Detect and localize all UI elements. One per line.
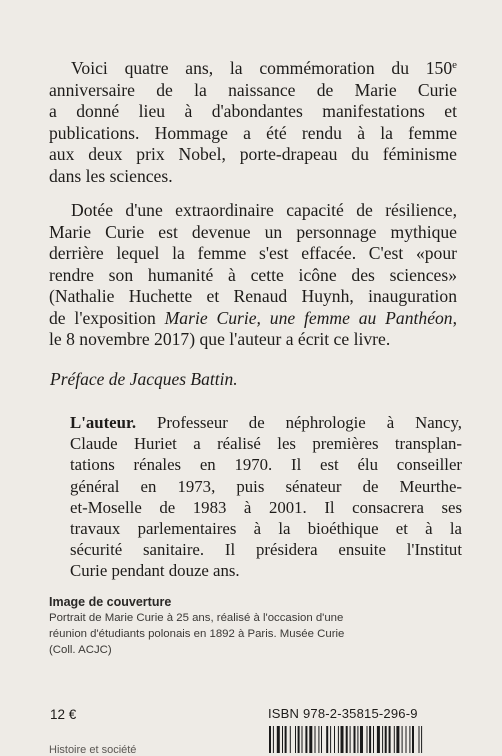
- text-line: Voici quatre ans, la commémoration du 150e: [71, 58, 457, 78]
- author-bio: [70, 412, 462, 582]
- intro-paragraph: [49, 58, 457, 187]
- text-line: a donné lieu à d'abondantes manifestations et: [49, 101, 457, 121]
- text-line: et-Moselle de 1983 à 2001. Il consacrera ses: [70, 497, 462, 517]
- text-line: le 8 novembre 2017) que l'auteur a écrit ce livre.: [49, 329, 391, 349]
- text-line: dans les sciences.: [49, 165, 173, 186]
- text-line: Dotée d'une extraordinaire capacité de résilience,: [71, 200, 457, 220]
- text-line: anniversaire de la naissance de Marie Curie: [49, 79, 457, 100]
- preface-credit: Préface de Jacques Battin.: [50, 369, 238, 389]
- text-line: travaux parlementaires à la bioéthique et à la: [70, 519, 462, 539]
- exhibition-title: Marie Curie, une femme au Panthéon: [164, 307, 453, 328]
- text-line: de l'exposition Marie Curie, une femme au Panthéon,: [49, 307, 458, 328]
- text-line: sécurité sanitaire. Il présidera ensuite l'Institut: [70, 540, 462, 560]
- isbn-label: ISBN 978-2-35815-296-9: [268, 706, 418, 721]
- caption-line: (Coll. ACJC): [49, 643, 112, 656]
- resilience-paragraph: [49, 200, 457, 351]
- text-line: Claude Huriet a réalisé les premières transplan-: [70, 434, 462, 454]
- text-line: (Nathalie Huchette et Renaud Huynh, inauguration: [49, 286, 457, 306]
- text-line: général en 1973, puis sénateur de Meurthe-: [70, 476, 462, 496]
- cover-credit-caption: [49, 611, 459, 658]
- text-line: Curie pendant douze ans.: [70, 561, 240, 581]
- text-line: aux deux prix Nobel, porte-drapeau du féminisme: [49, 144, 457, 164]
- text-line: tations rénales en 1970. Il est élu conseiller: [70, 455, 462, 475]
- cover-credit-title: Image de couverture: [49, 595, 172, 609]
- text-line: L'auteur. Professeur de néphrologie à Nancy,: [70, 413, 462, 432]
- author-label: L'auteur.: [70, 413, 137, 432]
- price-label: 12 €: [50, 707, 77, 722]
- genre-label: Histoire et société: [49, 744, 137, 756]
- text-line: publications. Hommage a été rendu à la femme: [49, 122, 457, 143]
- barcode: [269, 726, 464, 753]
- caption-line: Portrait de Marie Curie à 25 ans, réalisé à l'occasion d'une: [49, 612, 344, 624]
- text-line: derrière lequel la femme s'est effacée. C'est «pour: [49, 243, 457, 263]
- cover-credit: [49, 595, 459, 658]
- caption-line: réunion d'étudiants polonais en 1892 à Paris. Musée Curie: [49, 627, 345, 640]
- text-line: rendre son humanité à cette icône des sciences»: [49, 264, 457, 285]
- text-line: Marie Curie est devenue un personnage mythique: [49, 221, 457, 242]
